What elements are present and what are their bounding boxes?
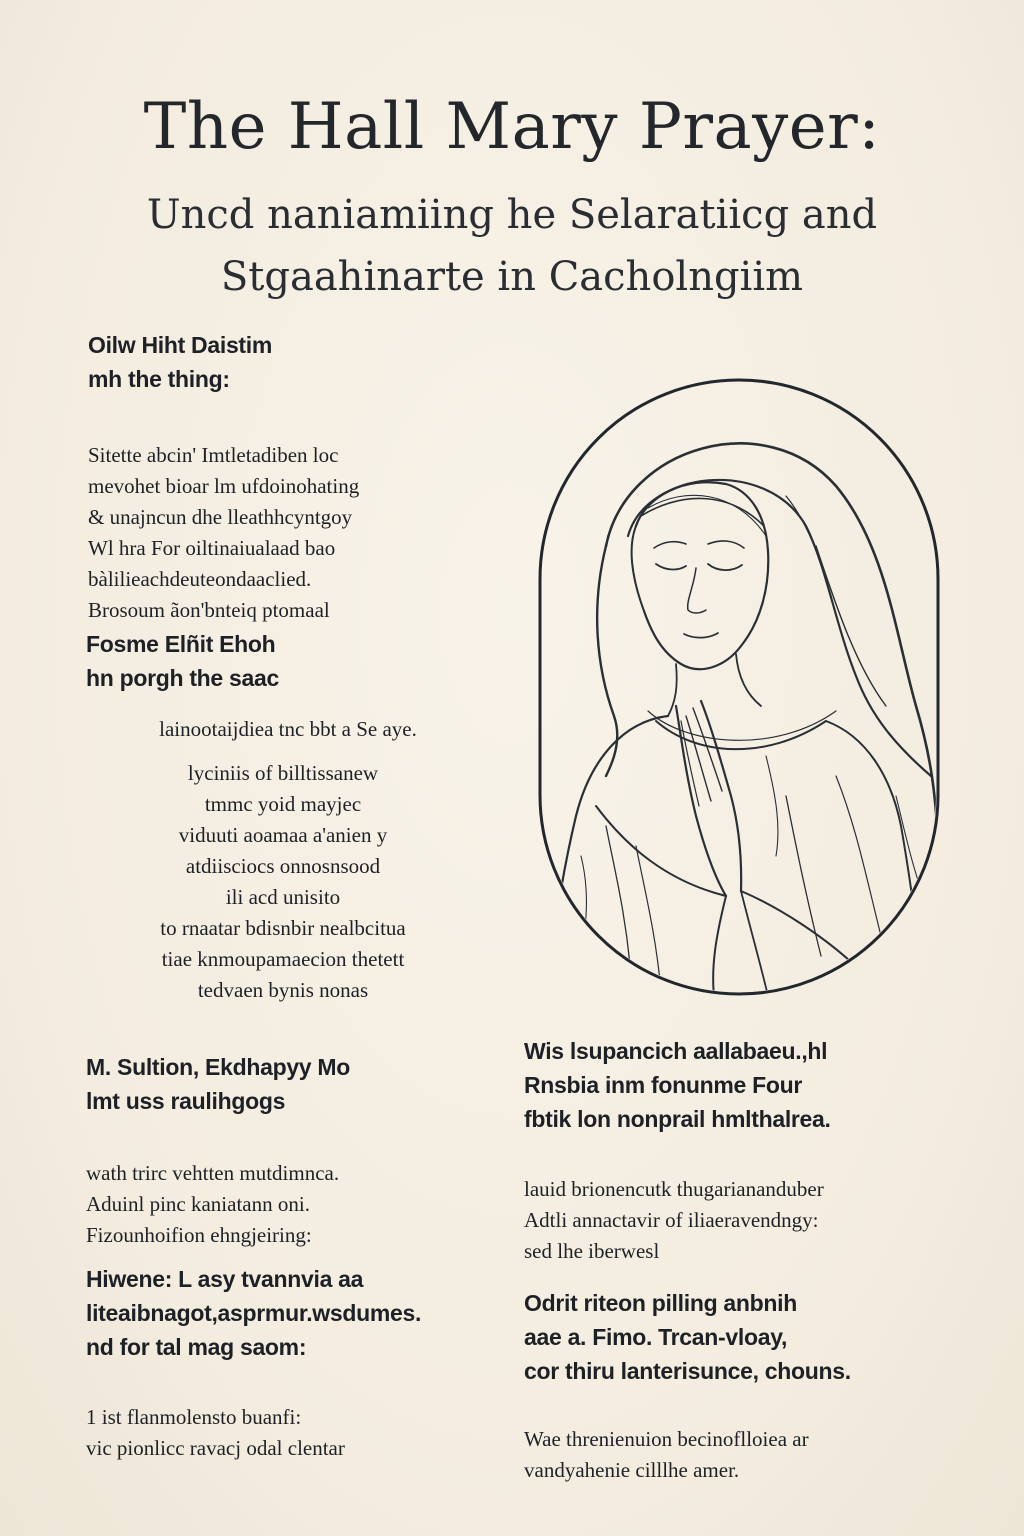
section-5-heading-line-1: M. Sultion, Ekdhapyy Mo [86, 1054, 351, 1080]
page-subtitle-line-1: Uncd naniamiing he Selaratiicg and [146, 192, 878, 238]
section-1-body-line: Sitette abcin' Imtletadiben loc [88, 443, 339, 467]
section-1-body-line: & unajncun dhe lleathhcyntgoy [88, 505, 353, 529]
section-2 [86, 627, 486, 695]
section-3-body-line: lainootaijdiea tnc bbt a Se aye. [159, 717, 417, 741]
section-1-body-line: bàlilieachdeuteondaaclied. [88, 567, 312, 591]
section-5-body [86, 1158, 496, 1251]
section-4-verse [88, 758, 478, 1006]
section-1-body-line: Brosoum ãon'bnteiq ptomaal [88, 598, 330, 622]
right-section-2-heading [524, 1286, 944, 1388]
section-5-heading [86, 1050, 496, 1118]
right-section-2-heading-line-3: cor thiru lanterisunce, chouns. [524, 1358, 851, 1384]
section-5 [86, 1050, 496, 1251]
section-6-heading-line-2: liteaibnagot,asprmur.wsdumes. [86, 1300, 422, 1326]
right-section-1-heading-line-2: Rnsbia inm fonunme Four [524, 1072, 803, 1098]
right-section-1-heading [524, 1034, 944, 1136]
right-section-1-body-line: lauid brionencutk thugariananduber [524, 1177, 824, 1201]
right-section-1 [524, 1034, 944, 1267]
section-5-body-line: wath trirc vehtten mutdimnca. [86, 1161, 340, 1185]
right-section-1-heading-line-1: Wis lsupancich aallabaeu.,hl [524, 1038, 828, 1064]
section-6-body [86, 1402, 506, 1464]
right-section-2-heading-line-1: Odrit riteon pilling anbnih [524, 1290, 797, 1316]
section-1 [88, 328, 488, 626]
right-section-1-body [524, 1174, 944, 1267]
section-6 [86, 1262, 506, 1464]
page-title: The Hall Mary Prayer: [143, 90, 881, 164]
section-6-heading-line-1: Hiwene: L asy tvannvia aa [86, 1266, 364, 1292]
section-3 [88, 714, 488, 745]
right-section-2-body-line: Wae threnienuion becinoflloiea ar [524, 1427, 809, 1451]
section-1-heading-line-2: mh the thing: [88, 366, 230, 392]
verse-line: ili acd unisito [225, 885, 341, 909]
section-5-body-line: Aduinl pinc kaniatann oni. [86, 1192, 310, 1216]
section-1-body [88, 440, 488, 626]
right-section-1-body-line: Adtli annactavir of iliaeravendngy: [524, 1208, 819, 1232]
verse-line: atdiisciocs onnosnsood [185, 854, 381, 878]
section-5-body-line: Fizounhoifion ehngjeiring: [86, 1223, 312, 1247]
verse-line: tmmc yoid mayjec [204, 792, 362, 816]
section-1-heading-line-1: Oilw Hiht Daistim [88, 332, 273, 358]
section-2-heading [86, 627, 486, 695]
verse-line: viduuti aoamaa a'anien y [178, 823, 388, 847]
section-6-heading-line-3: nd for tal mag saom: [86, 1334, 307, 1360]
section-2-heading-line-2: hn porgh the saac [86, 665, 279, 691]
right-section-2-heading-line-2: aae a. Fimo. Trcan-vloay, [524, 1324, 788, 1350]
praying-madonna-sketch-icon [536, 376, 942, 998]
section-6-heading [86, 1262, 506, 1364]
section-1-heading [88, 328, 488, 396]
verse-line: lyciniis of billtissanew [187, 761, 379, 785]
verse-line: tedvaen bynis nonas [197, 978, 369, 1002]
right-section-2-body-line: vandyahenie cilllhe amer. [524, 1458, 740, 1482]
verse-line: tiae knmoupamaecion thetett [161, 947, 405, 971]
verse-line: to rnaatar bdisnbir nealbcitua [160, 916, 406, 940]
right-section-2 [524, 1286, 944, 1486]
page-subtitle-line-2: Stgaahinarte in Cacholngiim [220, 254, 804, 300]
section-5-heading-line-2: lmt uss raulihgogs [86, 1088, 286, 1114]
section-1-body-line: mevohet bioar lm ufdoinohating [88, 474, 360, 498]
right-section-1-heading-line-3: fbtik lon nonprail hmlthalrea. [524, 1106, 831, 1132]
section-6-body-line: vic pionlicc ravacj odal clentar [86, 1436, 345, 1460]
section-2-heading-line-1: Fosme Elñit Ehoh [86, 631, 276, 657]
section-6-body-line: 1 ist flanmolensto buanfi: [86, 1405, 302, 1429]
section-1-body-line: Wl hra For oiltinaiualaad bao [88, 536, 336, 560]
right-section-1-body-line: sed lhe iberwesl [524, 1239, 660, 1263]
right-section-2-body [524, 1424, 944, 1486]
